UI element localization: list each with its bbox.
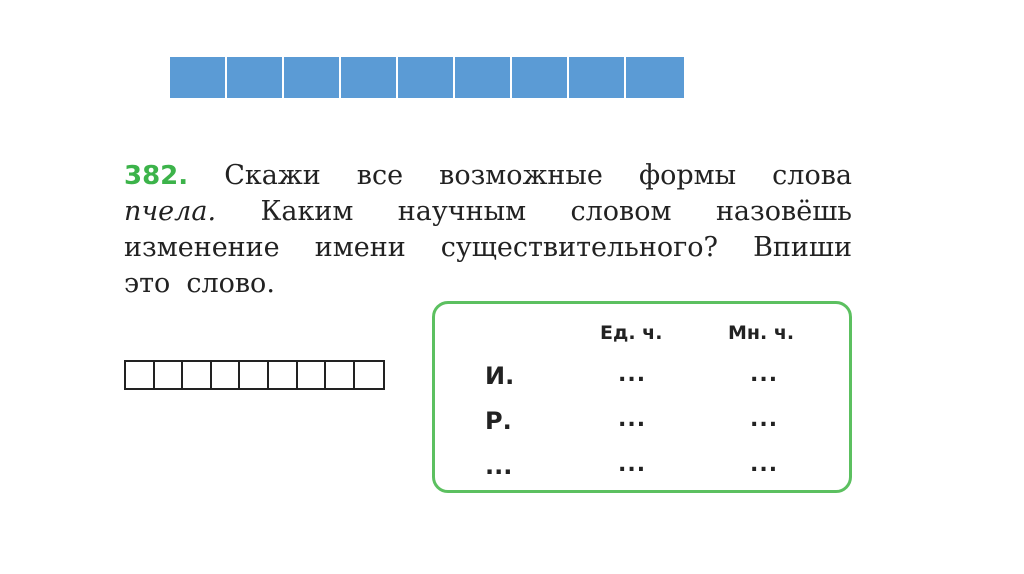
cell-genitive-singular: ... (618, 407, 647, 432)
exercise-word: изменение (124, 232, 280, 263)
exercise-word: назовёшь (715, 196, 852, 227)
exercise-word: формы (638, 160, 737, 191)
exercise-line-2 (124, 194, 852, 230)
blue-letter-box (398, 57, 455, 98)
blue-letter-box (512, 57, 569, 98)
blue-letter-box (455, 57, 512, 98)
exercise-line-3 (124, 230, 852, 266)
cell-more-plural: ... (750, 452, 779, 477)
exercise-word: это (124, 268, 171, 299)
exercise-word-italic: пчела. (124, 196, 217, 227)
blue-letter-box (227, 57, 284, 98)
exercise-word: имени (314, 232, 406, 263)
exercise-word: Скажи (224, 160, 321, 191)
exercise-word: существительного? (440, 232, 718, 263)
blue-letter-box (626, 57, 684, 98)
cell-more-singular: ... (618, 452, 647, 477)
answer-letter-box[interactable] (355, 362, 384, 388)
answer-letter-box[interactable] (298, 362, 327, 388)
exercise-line-1 (124, 158, 852, 194)
exercise-word: возможные (439, 160, 603, 191)
exercise-text (124, 158, 852, 302)
row-label-genitive: Р. (485, 407, 512, 435)
blue-letter-box (284, 57, 341, 98)
answer-letter-box[interactable] (326, 362, 355, 388)
blue-letter-box (170, 57, 227, 98)
blue-letter-boxes (170, 57, 684, 98)
answer-letter-box[interactable] (240, 362, 269, 388)
answer-letter-box[interactable] (155, 362, 184, 388)
header-plural: Мн. ч. (728, 322, 795, 344)
exercise-word: Каким (260, 196, 354, 227)
row-label-more: ... (485, 452, 513, 480)
exercise-line-4 (124, 266, 852, 302)
exercise-word: слово. (186, 268, 275, 299)
cell-nominative-singular: ... (618, 362, 647, 387)
exercise-word: слова (772, 160, 852, 191)
exercise-word: все (356, 160, 404, 191)
exercise-word: научным (397, 196, 527, 227)
exercise-word: словом (570, 196, 672, 227)
header-singular: Ед. ч. (600, 322, 663, 344)
blue-letter-box (341, 57, 398, 98)
answer-letter-box[interactable] (212, 362, 241, 388)
answer-letter-boxes (124, 360, 385, 390)
exercise-word: Впиши (753, 232, 852, 263)
cell-nominative-plural: ... (750, 362, 779, 387)
answer-letter-box[interactable] (269, 362, 298, 388)
blue-letter-box (569, 57, 626, 98)
declension-table (432, 301, 852, 493)
exercise-number: 382. (124, 161, 189, 191)
answer-letter-box[interactable] (183, 362, 212, 388)
cell-genitive-plural: ... (750, 407, 779, 432)
answer-letter-box[interactable] (126, 362, 155, 388)
row-label-nominative: И. (485, 362, 515, 390)
